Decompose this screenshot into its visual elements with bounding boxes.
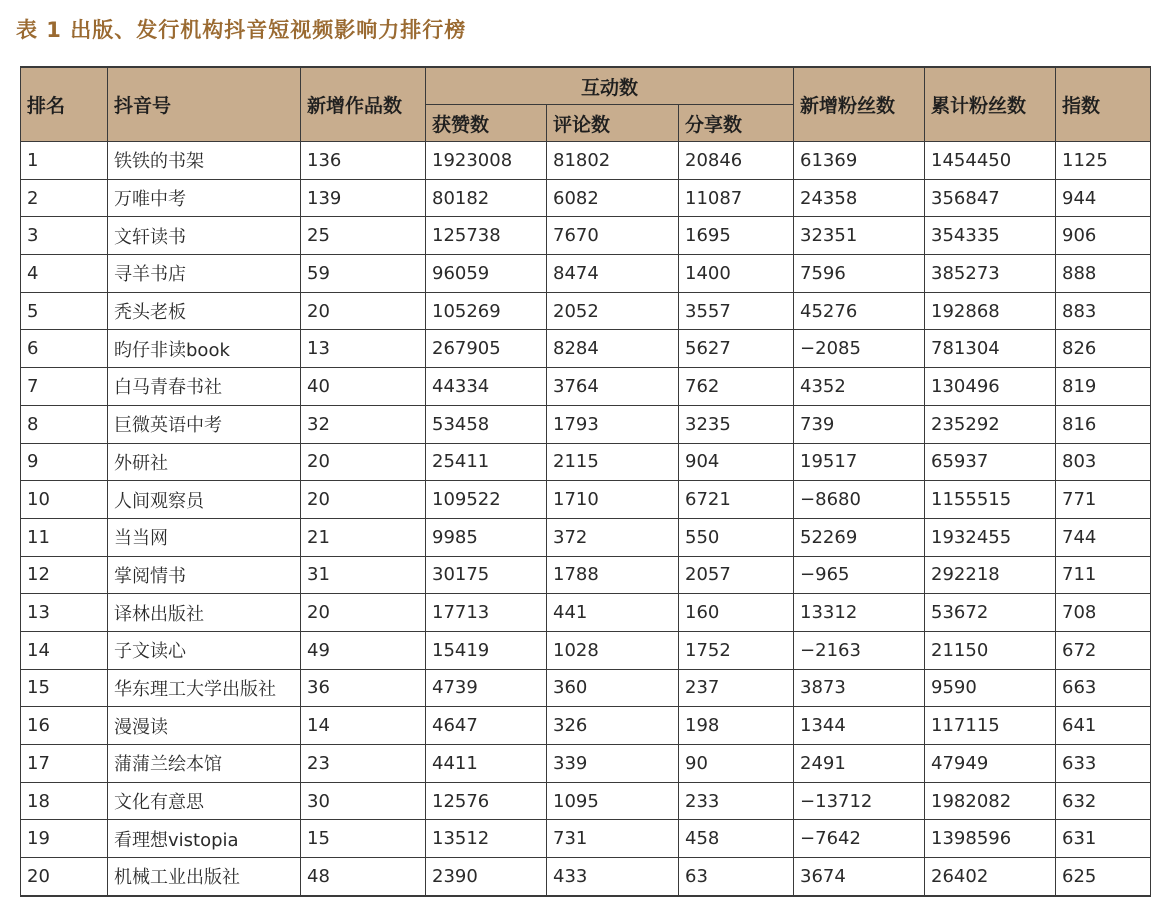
table-body [21, 142, 1151, 896]
cell-index: 883 [1056, 292, 1151, 330]
cell-shares: 904 [679, 443, 794, 481]
cell-new-works: 32 [301, 405, 426, 443]
cell-new-works: 36 [301, 669, 426, 707]
cell-rank: 3 [21, 217, 108, 255]
cell-rank: 8 [21, 405, 108, 443]
cell-likes: 4647 [426, 707, 547, 745]
header-new-fans: 新增粉丝数 [794, 67, 925, 142]
cell-index: 663 [1056, 669, 1151, 707]
cell-index: 771 [1056, 481, 1151, 519]
cell-comments: 441 [547, 594, 679, 632]
header-interaction: 互动数 [426, 67, 794, 105]
cell-index: 708 [1056, 594, 1151, 632]
cell-shares: 2057 [679, 556, 794, 594]
cell-total-fans: 1398596 [925, 820, 1056, 858]
cell-shares: 6721 [679, 481, 794, 519]
cell-new-fans: 45276 [794, 292, 925, 330]
cell-new-fans: −8680 [794, 481, 925, 519]
table-header [21, 67, 1151, 142]
cell-new-works: 136 [301, 142, 426, 180]
cell-likes: 125738 [426, 217, 547, 255]
cell-total-fans: 26402 [925, 858, 1056, 896]
cell-account: 白马青春书社 [108, 368, 301, 406]
cell-index: 819 [1056, 368, 1151, 406]
cell-total-fans: 9590 [925, 669, 1056, 707]
cell-new-fans: 32351 [794, 217, 925, 255]
cell-likes: 30175 [426, 556, 547, 594]
cell-likes: 109522 [426, 481, 547, 519]
cell-likes: 105269 [426, 292, 547, 330]
cell-index: 632 [1056, 782, 1151, 820]
cell-total-fans: 1155515 [925, 481, 1056, 519]
cell-comments: 81802 [547, 142, 679, 180]
cell-shares: 11087 [679, 179, 794, 217]
cell-total-fans: 21150 [925, 631, 1056, 669]
cell-new-fans: −13712 [794, 782, 925, 820]
cell-index: 944 [1056, 179, 1151, 217]
cell-account: 看理想vistopia [108, 820, 301, 858]
cell-likes: 2390 [426, 858, 547, 896]
cell-total-fans: 1454450 [925, 142, 1056, 180]
table-row [21, 179, 1151, 217]
cell-shares: 5627 [679, 330, 794, 368]
cell-shares: 20846 [679, 142, 794, 180]
cell-comments: 6082 [547, 179, 679, 217]
cell-new-fans: 13312 [794, 594, 925, 632]
cell-account: 人间观察员 [108, 481, 301, 519]
table-row [21, 820, 1151, 858]
cell-comments: 326 [547, 707, 679, 745]
header-index: 指数 [1056, 67, 1151, 142]
cell-comments: 339 [547, 745, 679, 783]
cell-new-works: 20 [301, 292, 426, 330]
cell-total-fans: 385273 [925, 255, 1056, 293]
table-row [21, 745, 1151, 783]
cell-comments: 2052 [547, 292, 679, 330]
cell-index: 826 [1056, 330, 1151, 368]
cell-total-fans: 47949 [925, 745, 1056, 783]
cell-rank: 20 [21, 858, 108, 896]
table-row [21, 405, 1151, 443]
cell-total-fans: 781304 [925, 330, 1056, 368]
cell-likes: 96059 [426, 255, 547, 293]
table-row [21, 330, 1151, 368]
cell-likes: 53458 [426, 405, 547, 443]
cell-new-fans: 7596 [794, 255, 925, 293]
cell-index: 906 [1056, 217, 1151, 255]
cell-new-fans: 3674 [794, 858, 925, 896]
cell-new-works: 20 [301, 481, 426, 519]
cell-comments: 7670 [547, 217, 679, 255]
cell-account: 机械工业出版社 [108, 858, 301, 896]
cell-new-works: 59 [301, 255, 426, 293]
table-row [21, 858, 1151, 896]
cell-new-fans: −2163 [794, 631, 925, 669]
cell-total-fans: 1982082 [925, 782, 1056, 820]
cell-rank: 13 [21, 594, 108, 632]
cell-rank: 10 [21, 481, 108, 519]
cell-new-works: 48 [301, 858, 426, 896]
cell-total-fans: 1932455 [925, 518, 1056, 556]
cell-likes: 12576 [426, 782, 547, 820]
cell-likes: 9985 [426, 518, 547, 556]
cell-account: 华东理工大学出版社 [108, 669, 301, 707]
cell-account: 寻羊书店 [108, 255, 301, 293]
cell-index: 641 [1056, 707, 1151, 745]
cell-likes: 44334 [426, 368, 547, 406]
cell-new-fans: 1344 [794, 707, 925, 745]
cell-comments: 372 [547, 518, 679, 556]
table-row [21, 142, 1151, 180]
cell-account: 文化有意思 [108, 782, 301, 820]
table-row [21, 217, 1151, 255]
cell-comments: 731 [547, 820, 679, 858]
table-row [21, 368, 1151, 406]
cell-shares: 198 [679, 707, 794, 745]
cell-account: 子文读心 [108, 631, 301, 669]
cell-account: 蒲蒲兰绘本馆 [108, 745, 301, 783]
cell-account: 漫漫读 [108, 707, 301, 745]
cell-rank: 7 [21, 368, 108, 406]
cell-comments: 1028 [547, 631, 679, 669]
cell-shares: 550 [679, 518, 794, 556]
cell-rank: 18 [21, 782, 108, 820]
cell-rank: 2 [21, 179, 108, 217]
cell-likes: 15419 [426, 631, 547, 669]
cell-comments: 8284 [547, 330, 679, 368]
cell-shares: 160 [679, 594, 794, 632]
cell-total-fans: 130496 [925, 368, 1056, 406]
cell-account: 巨微英语中考 [108, 405, 301, 443]
cell-comments: 2115 [547, 443, 679, 481]
cell-shares: 233 [679, 782, 794, 820]
table-row [21, 707, 1151, 745]
cell-comments: 1788 [547, 556, 679, 594]
cell-account: 万唯中考 [108, 179, 301, 217]
cell-likes: 267905 [426, 330, 547, 368]
cell-shares: 762 [679, 368, 794, 406]
cell-new-fans: 19517 [794, 443, 925, 481]
cell-likes: 25411 [426, 443, 547, 481]
header-comments: 评论数 [547, 105, 679, 142]
table-row [21, 481, 1151, 519]
cell-index: 1125 [1056, 142, 1151, 180]
cell-shares: 90 [679, 745, 794, 783]
cell-rank: 1 [21, 142, 108, 180]
cell-shares: 458 [679, 820, 794, 858]
cell-rank: 11 [21, 518, 108, 556]
cell-comments: 1793 [547, 405, 679, 443]
cell-new-fans: −2085 [794, 330, 925, 368]
cell-likes: 80182 [426, 179, 547, 217]
cell-new-works: 20 [301, 594, 426, 632]
cell-total-fans: 235292 [925, 405, 1056, 443]
table-row [21, 594, 1151, 632]
cell-rank: 16 [21, 707, 108, 745]
cell-new-works: 30 [301, 782, 426, 820]
cell-new-fans: 61369 [794, 142, 925, 180]
cell-rank: 5 [21, 292, 108, 330]
cell-index: 711 [1056, 556, 1151, 594]
cell-account: 当当网 [108, 518, 301, 556]
cell-new-works: 13 [301, 330, 426, 368]
table-row [21, 292, 1151, 330]
table-row [21, 556, 1151, 594]
cell-shares: 1695 [679, 217, 794, 255]
cell-index: 816 [1056, 405, 1151, 443]
cell-rank: 19 [21, 820, 108, 858]
table-row [21, 255, 1151, 293]
cell-rank: 9 [21, 443, 108, 481]
cell-new-fans: 739 [794, 405, 925, 443]
cell-account: 文轩读书 [108, 217, 301, 255]
cell-shares: 1400 [679, 255, 794, 293]
header-likes: 获赞数 [426, 105, 547, 142]
cell-new-fans: 52269 [794, 518, 925, 556]
cell-new-fans: 2491 [794, 745, 925, 783]
cell-shares: 63 [679, 858, 794, 896]
cell-rank: 6 [21, 330, 108, 368]
cell-rank: 15 [21, 669, 108, 707]
cell-index: 803 [1056, 443, 1151, 481]
cell-new-works: 25 [301, 217, 426, 255]
header-shares: 分享数 [679, 105, 794, 142]
cell-total-fans: 65937 [925, 443, 1056, 481]
table-row [21, 669, 1151, 707]
table-title: 表 1 出版、发行机构抖音短视频影响力排行榜 [16, 18, 467, 42]
cell-likes: 1923008 [426, 142, 547, 180]
cell-rank: 14 [21, 631, 108, 669]
cell-likes: 17713 [426, 594, 547, 632]
cell-likes: 4739 [426, 669, 547, 707]
cell-shares: 237 [679, 669, 794, 707]
cell-total-fans: 192868 [925, 292, 1056, 330]
cell-index: 744 [1056, 518, 1151, 556]
cell-comments: 360 [547, 669, 679, 707]
cell-likes: 13512 [426, 820, 547, 858]
table-row [21, 443, 1151, 481]
cell-new-fans: −965 [794, 556, 925, 594]
cell-total-fans: 354335 [925, 217, 1056, 255]
cell-comments: 1095 [547, 782, 679, 820]
cell-index: 633 [1056, 745, 1151, 783]
cell-rank: 17 [21, 745, 108, 783]
cell-new-works: 23 [301, 745, 426, 783]
cell-new-fans: −7642 [794, 820, 925, 858]
cell-likes: 4411 [426, 745, 547, 783]
header-rank: 排名 [21, 67, 108, 142]
cell-new-works: 15 [301, 820, 426, 858]
cell-new-works: 21 [301, 518, 426, 556]
cell-account: 译林出版社 [108, 594, 301, 632]
cell-total-fans: 117115 [925, 707, 1056, 745]
cell-new-works: 40 [301, 368, 426, 406]
cell-new-fans: 4352 [794, 368, 925, 406]
cell-account: 外研社 [108, 443, 301, 481]
cell-comments: 433 [547, 858, 679, 896]
table-row [21, 782, 1151, 820]
cell-shares: 3557 [679, 292, 794, 330]
cell-new-works: 14 [301, 707, 426, 745]
cell-account: 掌阅情书 [108, 556, 301, 594]
cell-shares: 1752 [679, 631, 794, 669]
cell-rank: 12 [21, 556, 108, 594]
cell-rank: 4 [21, 255, 108, 293]
cell-comments: 3764 [547, 368, 679, 406]
cell-index: 625 [1056, 858, 1151, 896]
cell-total-fans: 356847 [925, 179, 1056, 217]
cell-new-fans: 3873 [794, 669, 925, 707]
cell-new-works: 49 [301, 631, 426, 669]
cell-comments: 8474 [547, 255, 679, 293]
cell-total-fans: 292218 [925, 556, 1056, 594]
cell-new-works: 139 [301, 179, 426, 217]
cell-account: 铁铁的书架 [108, 142, 301, 180]
cell-shares: 3235 [679, 405, 794, 443]
cell-account: 昀仔非读book [108, 330, 301, 368]
cell-account: 秃头老板 [108, 292, 301, 330]
cell-new-fans: 24358 [794, 179, 925, 217]
cell-comments: 1710 [547, 481, 679, 519]
header-new-works: 新增作品数 [301, 67, 426, 142]
cell-new-works: 20 [301, 443, 426, 481]
cell-index: 672 [1056, 631, 1151, 669]
cell-index: 888 [1056, 255, 1151, 293]
cell-total-fans: 53672 [925, 594, 1056, 632]
header-total-fans: 累计粉丝数 [925, 67, 1056, 142]
ranking-table [20, 66, 1151, 897]
cell-new-works: 31 [301, 556, 426, 594]
table-row [21, 631, 1151, 669]
table-row [21, 518, 1151, 556]
header-account: 抖音号 [108, 67, 301, 142]
cell-index: 631 [1056, 820, 1151, 858]
